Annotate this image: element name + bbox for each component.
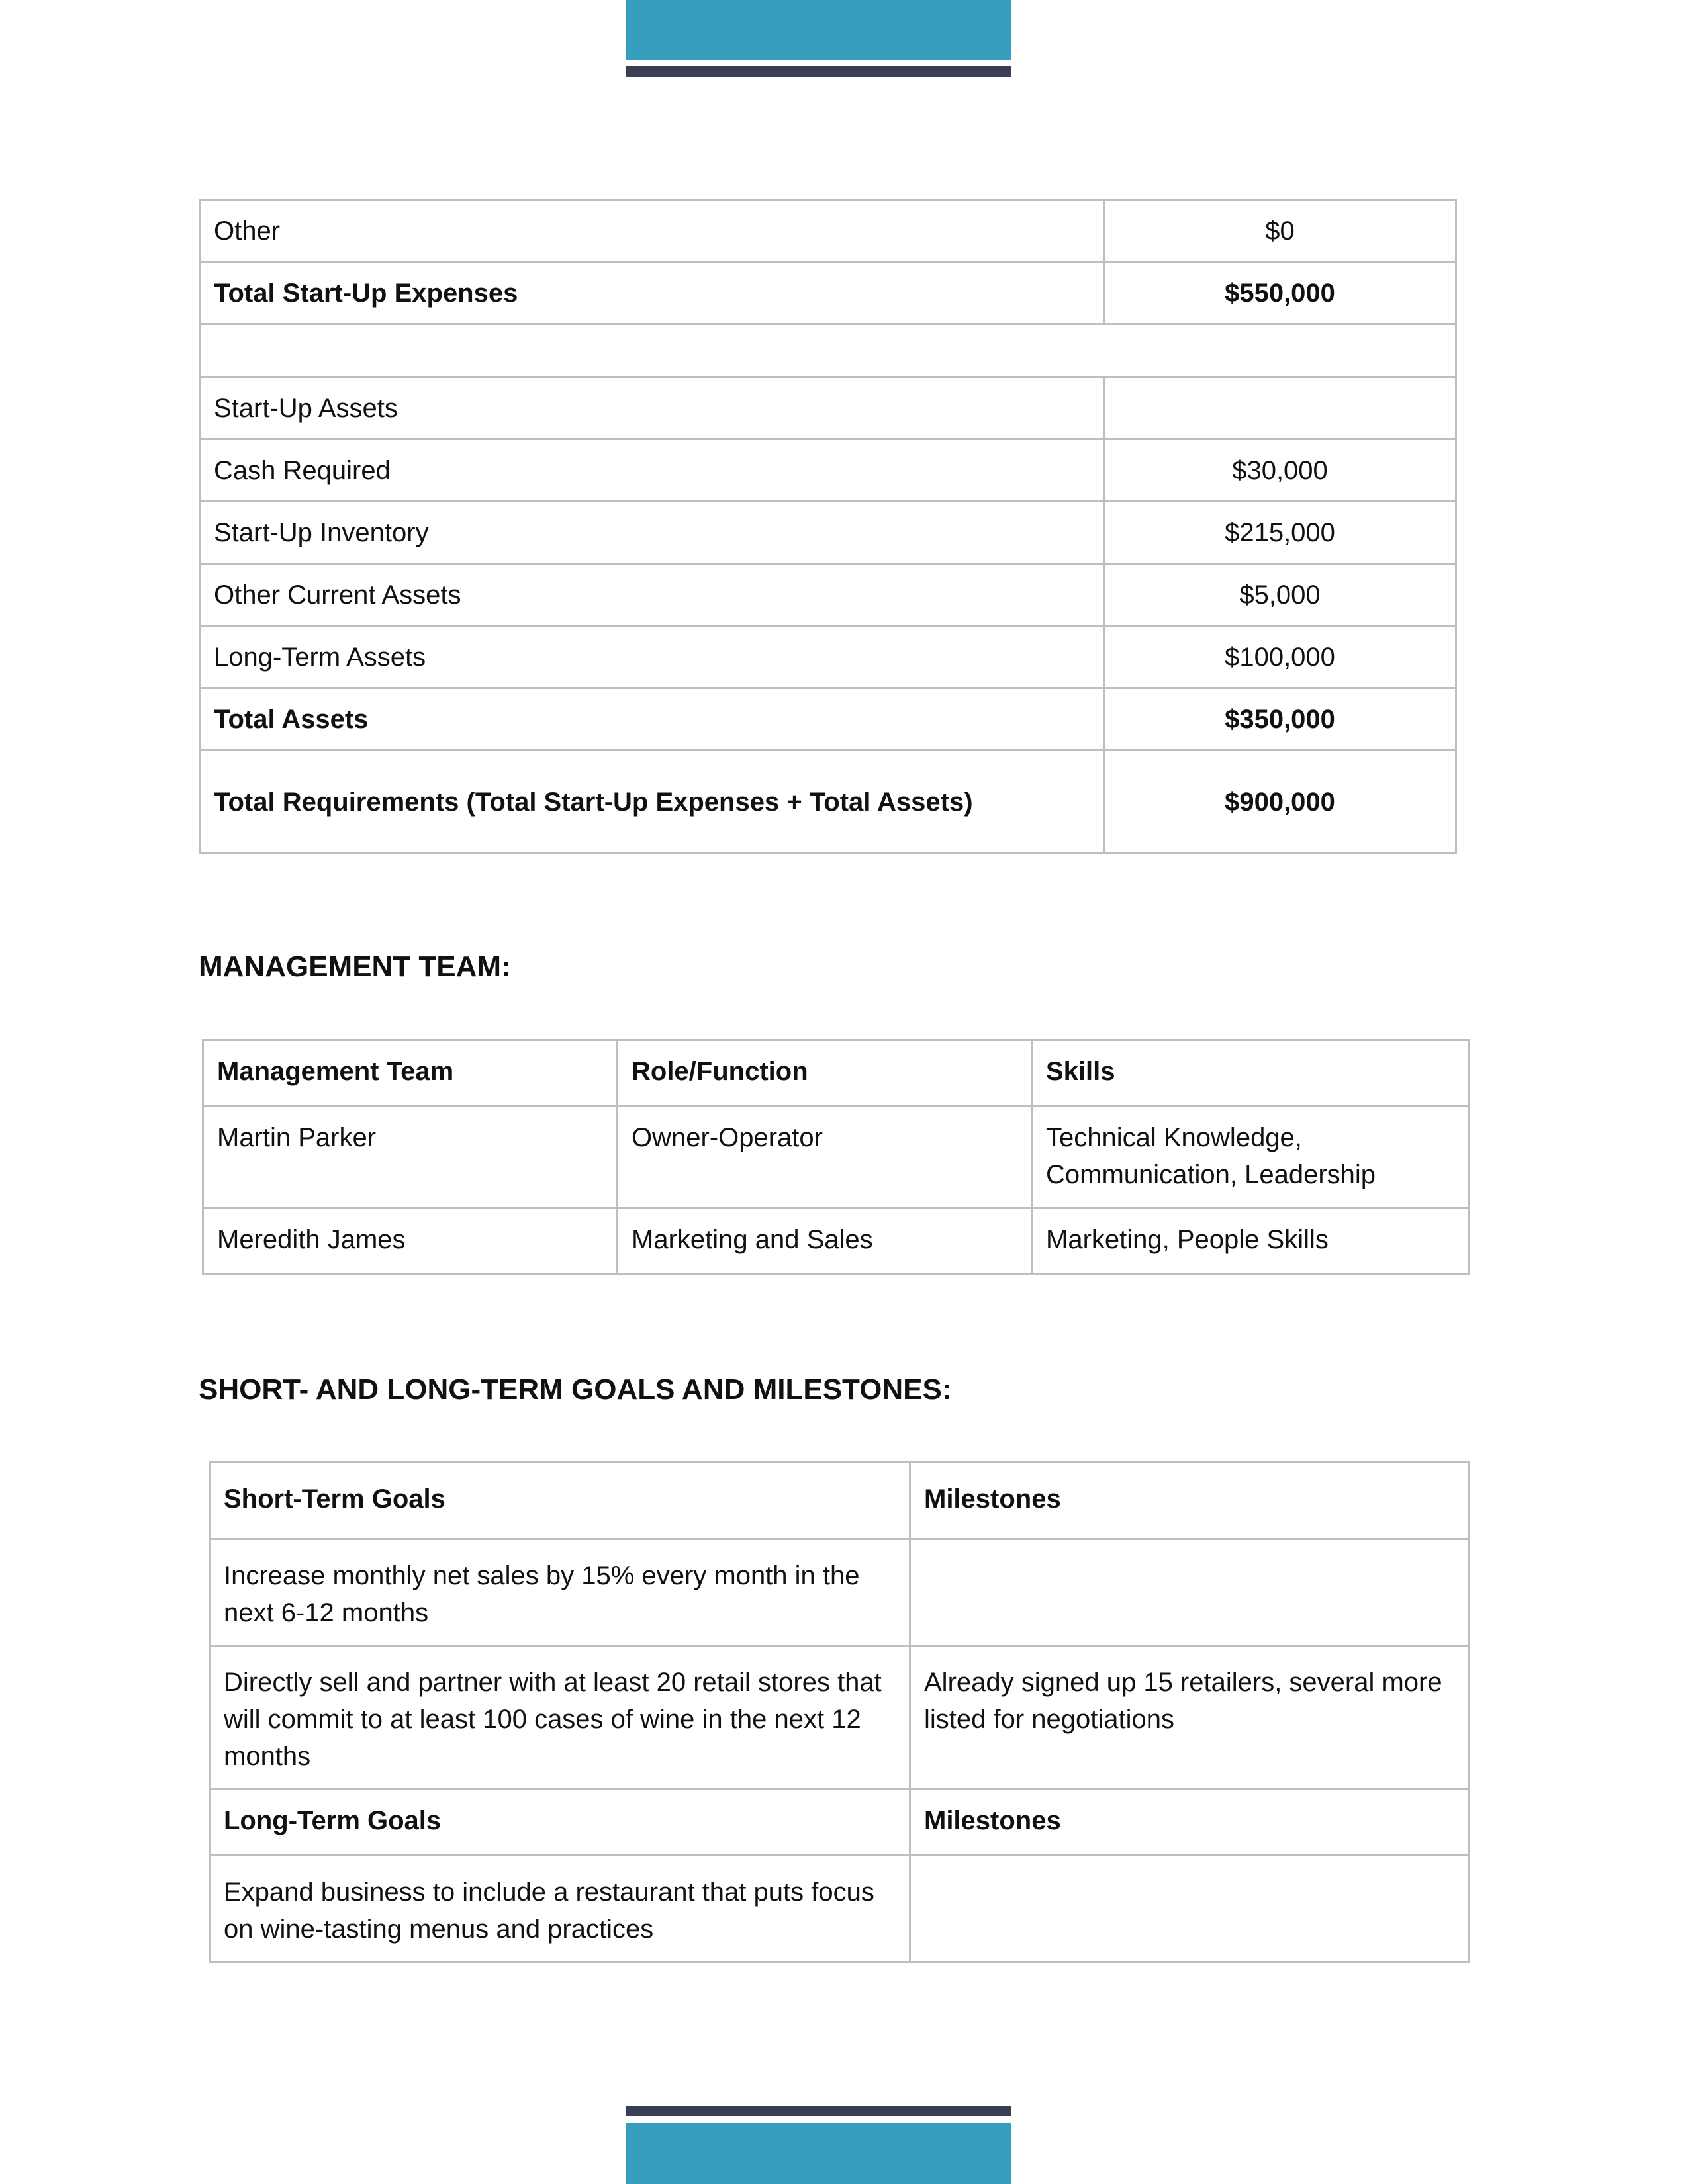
milestone-cell: Already signed up 15 retailers, several more listed for negotiations	[910, 1646, 1469, 1790]
row-value	[1104, 377, 1456, 439]
table-row	[200, 200, 1456, 262]
column-header: Milestones	[910, 1463, 1469, 1539]
row-value: $5,000	[1104, 564, 1456, 626]
footer-accent-line	[626, 2106, 1011, 2116]
row-label: Total Assets	[200, 688, 1104, 751]
row-label: Start-Up Assets	[200, 377, 1104, 439]
row-value: $100,000	[1104, 626, 1456, 688]
row-value: $0	[1104, 200, 1456, 262]
row-label: Start-Up Inventory	[200, 502, 1104, 564]
table-row	[200, 377, 1456, 439]
table-row	[200, 688, 1456, 751]
row-value: $215,000	[1104, 502, 1456, 564]
table-row	[203, 1208, 1469, 1275]
table-row	[210, 1539, 1469, 1646]
member-role: Owner-Operator	[618, 1107, 1032, 1208]
member-skills: Marketing, People Skills	[1032, 1208, 1469, 1275]
row-value: $30,000	[1104, 439, 1456, 502]
column-header: Long-Term Goals	[210, 1790, 910, 1856]
table-row	[200, 626, 1456, 688]
startup-table	[199, 199, 1457, 854]
goals-milestones-table	[209, 1461, 1470, 1963]
header-accent-line	[626, 66, 1011, 77]
spacer-cell	[200, 324, 1456, 377]
table-header-row	[210, 1463, 1469, 1539]
table-row	[200, 439, 1456, 502]
table-row	[210, 1646, 1469, 1790]
row-label: Other Current Assets	[200, 564, 1104, 626]
member-name: Martin Parker	[203, 1107, 618, 1208]
management-team-table	[202, 1039, 1470, 1275]
milestone-cell	[910, 1539, 1469, 1646]
member-name: Meredith James	[203, 1208, 618, 1275]
member-skills: Technical Knowledge, Communication, Leadership	[1032, 1107, 1469, 1208]
table-row	[203, 1107, 1469, 1208]
column-header: Role/Function	[618, 1040, 1032, 1107]
row-value: $550,000	[1104, 262, 1456, 324]
column-header: Milestones	[910, 1790, 1469, 1856]
table-row	[200, 564, 1456, 626]
row-label: Other	[200, 200, 1104, 262]
table-row	[200, 751, 1456, 854]
goal-cell: Increase monthly net sales by 15% every month in the next 6-12 months	[210, 1539, 910, 1646]
header-accent-bar	[626, 0, 1011, 60]
row-label: Long-Term Assets	[200, 626, 1104, 688]
column-header: Short-Term Goals	[210, 1463, 910, 1539]
table-row-spacer	[200, 324, 1456, 377]
row-value: $900,000	[1104, 751, 1456, 854]
member-role: Marketing and Sales	[618, 1208, 1032, 1275]
milestone-cell	[910, 1856, 1469, 1962]
table-header-row	[210, 1790, 1469, 1856]
goal-cell: Directly sell and partner with at least 20 retail stores that will commit to at least 100 cases of wine in the next 12 months	[210, 1646, 910, 1790]
goals-milestones-heading: SHORT- AND LONG-TERM GOALS AND MILESTONES:	[199, 1373, 952, 1406]
row-label: Total Start-Up Expenses	[200, 262, 1104, 324]
column-header: Skills	[1032, 1040, 1469, 1107]
row-label: Cash Required	[200, 439, 1104, 502]
table-row	[210, 1856, 1469, 1962]
goal-cell: Expand business to include a restaurant that puts focus on wine-tasting menus and practices	[210, 1856, 910, 1962]
footer-accent-bar	[626, 2123, 1011, 2184]
row-label: Total Requirements (Total Start-Up Expenses + Total Assets)	[200, 751, 1104, 854]
table-header-row	[203, 1040, 1469, 1107]
table-row	[200, 262, 1456, 324]
row-value: $350,000	[1104, 688, 1456, 751]
column-header: Management Team	[203, 1040, 618, 1107]
management-team-heading: MANAGEMENT TEAM:	[199, 950, 511, 983]
table-row	[200, 502, 1456, 564]
